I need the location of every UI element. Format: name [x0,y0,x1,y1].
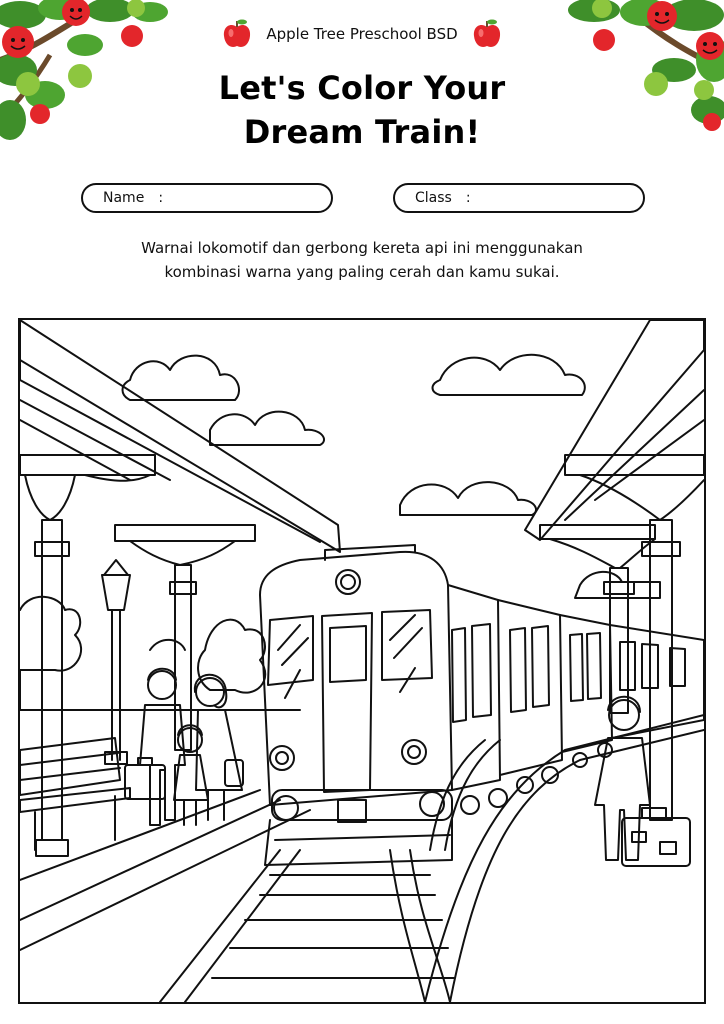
train-illustration [20,320,704,1002]
train-headlight-top [336,570,360,594]
left-pillar-capital [20,455,155,475]
street-lamp [102,575,130,610]
boy-head [609,700,639,730]
right-pillar-2 [610,568,628,713]
rail-right-inner [390,850,425,1002]
page-title [0,66,724,154]
school-name: Apple Tree Preschool BSD [266,25,458,43]
class-label: Class [415,190,452,206]
rail-left-inner [185,850,300,1002]
man-head [148,671,176,699]
left-pillar-2-capital [115,525,255,541]
title-line-2: Dream Train! [243,113,481,151]
cloud [400,482,536,515]
name-label: Name [103,190,145,206]
class-separator: : [465,190,471,206]
name-field[interactable] [81,183,333,213]
cloud [210,412,324,445]
left-canopy [20,320,340,552]
coloring-frame [18,318,706,1004]
title-line-1: Let's Color Your [218,69,506,107]
train-window-left [268,616,313,685]
name-separator: : [158,190,164,206]
train-headlight [402,740,426,764]
cloud [433,355,585,395]
instructions-line-1: Warnai lokomotif dan gerbong kereta api ini menggunakan [141,239,583,257]
class-field[interactable] [393,183,645,213]
bench [20,738,120,795]
train-carriage [448,585,500,790]
instructions-line-2: kombinasi warna yang paling cerah dan kamu sukai. [164,263,560,281]
school-header [0,18,724,50]
right-pillar [650,520,672,820]
left-pillar-2 [175,565,191,750]
apple-icon [472,18,502,50]
apple-icon [222,18,252,50]
instructions [60,236,664,284]
cloud [123,356,240,400]
train-headlight [270,746,294,770]
